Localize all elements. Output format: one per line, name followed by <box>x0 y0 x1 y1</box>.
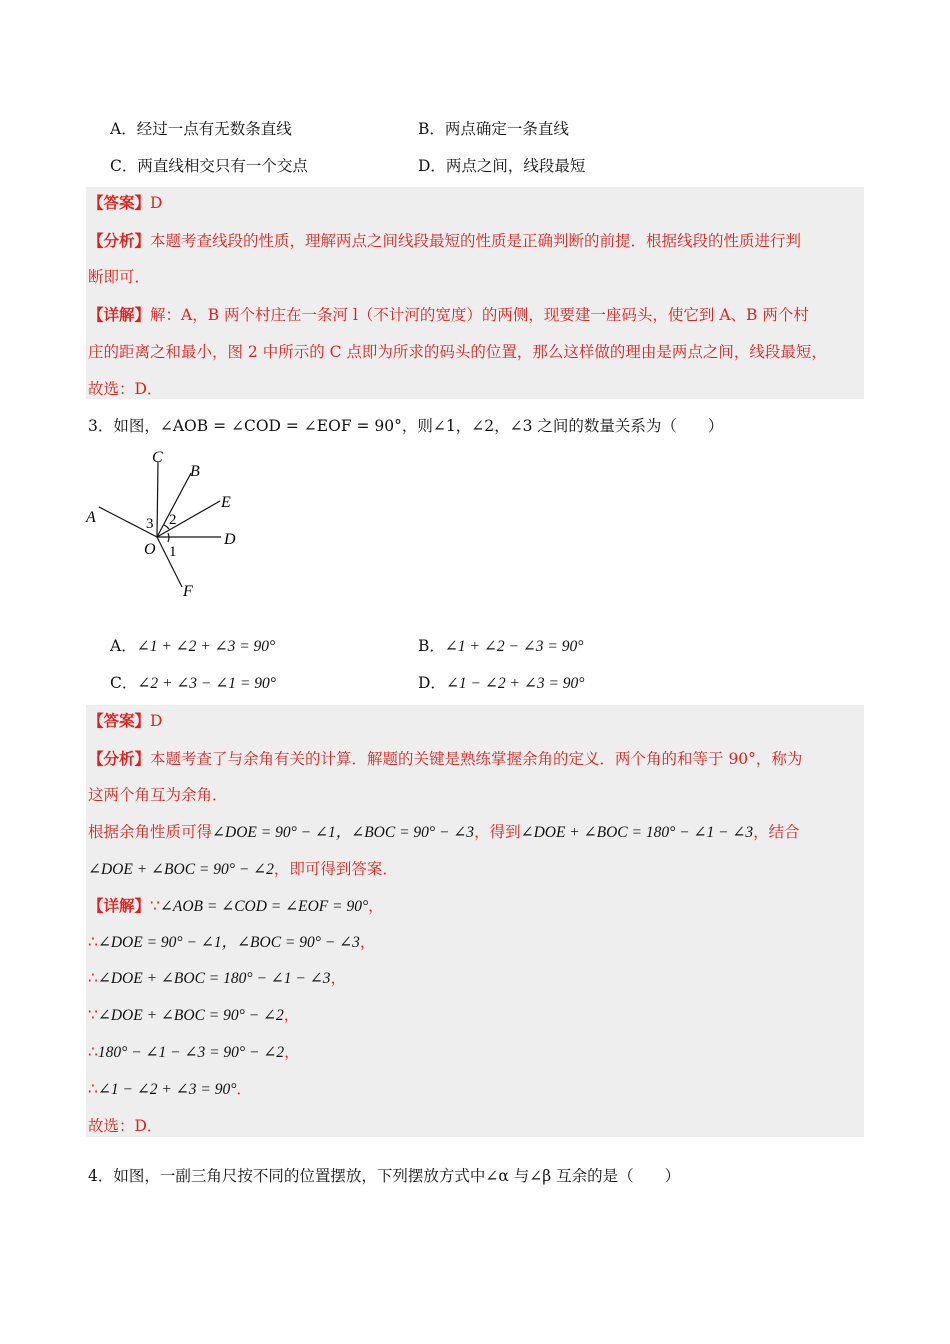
q2-detail-line-2: 庄的距离之和最小，图 2 中所示的 C 点即为所求的码头的位置，那么这样做的理由是两点之间，线段最短， <box>88 343 827 361</box>
q3-step-3 <box>88 967 346 990</box>
analysis-expr: ∠DOE + ∠BOC = 180° − ∠1 − ∠3 <box>520 824 754 841</box>
q3-step-2 <box>88 931 375 954</box>
analysis-tag: 【分析】 <box>88 749 151 768</box>
analysis-text: ，得到 <box>474 823 521 841</box>
label-c: C <box>152 449 163 466</box>
label-angle-1: 1 <box>169 544 177 560</box>
option-expr: ∠1 − ∠2 + ∠3 = 90° <box>445 675 585 692</box>
option-expr: ∠1 + ∠2 − ∠3 = 90° <box>444 638 584 655</box>
step-expr: ∠DOE + ∠BOC = 90° − ∠2 <box>97 1007 284 1024</box>
q3-angle-figure <box>80 440 260 610</box>
label-angle-2: 2 <box>169 512 177 528</box>
analysis-text: ，结合 <box>753 823 800 841</box>
analysis-text: 本题考查线段的性质，理解两点之间线段最短的性质是正确判断的前提．根据线段的性质进行判 <box>150 232 802 250</box>
q3-analysis-line-1 <box>88 748 802 770</box>
therefore-symbol: ∴ <box>88 1043 98 1061</box>
option-letter: D． <box>418 674 446 692</box>
therefore-symbol: ∴ <box>88 933 98 951</box>
label-f: F <box>183 583 193 600</box>
ray-oc <box>157 462 158 537</box>
q2-analysis-line-2: 断即可． <box>88 268 151 286</box>
analysis-text: ，即可得到答案． <box>273 860 398 878</box>
q2-answer-box <box>86 187 864 399</box>
q4-stem: 4．如图，一副三角尺按不同的位置摆放，下列摆放方式中∠α 与∠β 互余的是（ ） <box>88 1167 681 1185</box>
label-o: O <box>144 541 156 558</box>
q2-analysis-line-1 <box>88 230 801 252</box>
q3-step-5 <box>88 1041 300 1064</box>
because-symbol: ∵ <box>88 1006 98 1024</box>
step-expr: ∠1 − ∠2 + ∠3 = 90° <box>97 1081 237 1098</box>
q2-answer-line <box>88 192 162 214</box>
therefore-symbol: ∴ <box>88 969 98 987</box>
step-expr: 180° − ∠1 − ∠3 = 90° − ∠2 <box>97 1044 285 1061</box>
q2-option-b: B．两点确定一条直线 <box>418 120 569 138</box>
step-expr: ∠DOE + ∠BOC = 180° − ∠1 − ∠3 <box>97 970 331 987</box>
step-end: ， <box>368 897 384 915</box>
label-d: D <box>224 531 236 548</box>
analysis-text: 本题考查了与余角有关的计算．解题的关键是熟练掌握余角的定义．两个角的和等于 90°，称为 <box>150 750 803 768</box>
analysis-tag: 【分析】 <box>88 231 151 250</box>
step-expr: ∠AOB = ∠COD = ∠EOF = 90° <box>159 898 369 915</box>
q3-option-a <box>110 635 275 658</box>
q3-stem: 3．如图，∠AOB = ∠COD = ∠EOF = 90°，则∠1，∠2，∠3 之间的数量关系为（ ） <box>88 417 724 435</box>
q2-detail-line-3: 故选：D． <box>88 380 163 398</box>
q3-analysis-line-2: 这两个角互为余角． <box>88 786 228 804</box>
detail-tag: 【详解】 <box>88 305 151 324</box>
step-end: ， <box>284 1043 300 1061</box>
answer-value: D <box>150 712 163 730</box>
therefore-symbol: ∴ <box>88 1080 98 1098</box>
q3-option-d <box>418 672 584 695</box>
q3-conclusion: 故选：D． <box>88 1117 163 1135</box>
q3-analysis-line-3 <box>88 821 800 844</box>
analysis-text: 根据余角性质可得 <box>88 823 213 841</box>
step-end: ． <box>236 1080 252 1098</box>
because-symbol: ∵ <box>150 897 160 915</box>
analysis-expr: ∠DOE = 90° − ∠1，∠BOC = 90° − ∠3 <box>212 824 475 841</box>
q2-detail-line-1 <box>88 304 809 326</box>
step-end: ， <box>330 969 346 987</box>
option-expr: ∠2 + ∠3 − ∠1 = 90° <box>137 675 276 692</box>
answer-tag: 【答案】 <box>88 711 151 730</box>
option-letter: C． <box>110 674 138 692</box>
q2-option-a: A．经过一点有无数条直线 <box>110 120 292 138</box>
q3-step-6 <box>88 1078 252 1101</box>
label-angle-3: 3 <box>146 516 154 532</box>
option-expr: ∠1 + ∠2 + ∠3 = 90° <box>136 638 276 655</box>
q2-option-d: D．两点之间，线段最短 <box>418 157 586 175</box>
answer-value: D <box>150 194 163 212</box>
analysis-expr: ∠DOE + ∠BOC = 90° − ∠2 <box>88 861 274 878</box>
label-a: A <box>86 509 96 526</box>
detail-text: 解：A，B 两个村庄在一条河 l（不计河的宽度）的两侧，现要建一座码头，使它到 A、B 两个村 <box>150 306 809 324</box>
step-end: ， <box>283 1006 300 1024</box>
q3-option-b <box>418 635 583 658</box>
q2-option-c: C．两直线相交只有一个交点 <box>110 157 308 175</box>
q3-step-1 <box>88 895 384 918</box>
step-expr: ∠DOE = 90° − ∠1，∠BOC = 90° − ∠3 <box>97 934 360 951</box>
step-end: ， <box>359 933 376 951</box>
q3-option-c <box>110 672 276 695</box>
label-b: B <box>190 463 200 480</box>
q3-answer-line <box>88 710 162 732</box>
option-letter: B． <box>418 637 445 655</box>
q3-step-4 <box>88 1004 299 1027</box>
answer-tag: 【答案】 <box>88 193 151 212</box>
label-e: E <box>221 494 231 511</box>
detail-tag: 【详解】 <box>88 896 151 915</box>
q3-analysis-line-4 <box>88 858 398 881</box>
option-letter: A． <box>110 637 137 655</box>
